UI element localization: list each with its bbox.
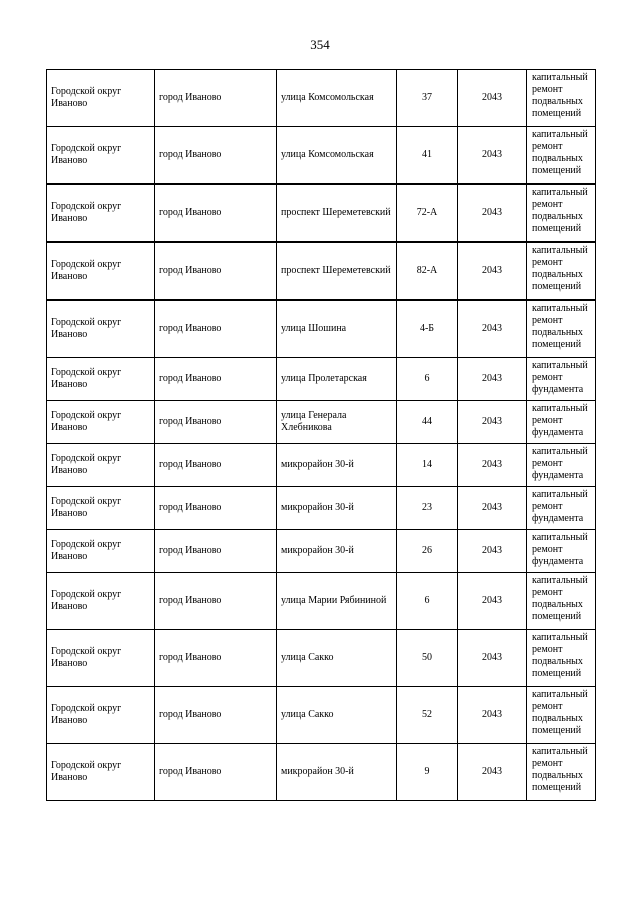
year-cell: 2043 [458,744,527,801]
municipality-cell: Городской округ Иваново [47,630,155,687]
work-type-cell: капитальный ремонт подвальных помещений [527,184,596,242]
house-number-cell: 23 [397,487,458,530]
street-cell: микрорайон 30-й [277,744,397,801]
year-cell: 2043 [458,573,527,630]
year-cell: 2043 [458,487,527,530]
work-type-cell: капитальный ремонт фундамента [527,444,596,487]
municipality-cell: Городской округ Иваново [47,530,155,573]
street-cell: улица Комсомольская [277,127,397,185]
table-row [47,127,596,185]
municipality-cell: Городской округ Иваново [47,70,155,127]
street-cell: микрорайон 30-й [277,444,397,487]
year-cell: 2043 [458,444,527,487]
table-row [47,630,596,687]
street-cell: улица Комсомольская [277,70,397,127]
year-cell: 2043 [458,300,527,358]
house-number-cell: 37 [397,70,458,127]
house-number-cell: 6 [397,573,458,630]
house-number-cell: 41 [397,127,458,185]
table-row [47,300,596,358]
settlement-cell: город Иваново [155,573,277,630]
municipality-cell: Городской округ Иваново [47,744,155,801]
house-number-cell: 4-Б [397,300,458,358]
house-number-cell: 26 [397,530,458,573]
work-type-cell: капитальный ремонт фундамента [527,401,596,444]
street-cell: проспект Шереметевский [277,242,397,300]
work-type-cell: капитальный ремонт подвальных помещений [527,687,596,744]
street-cell: улица Шошина [277,300,397,358]
settlement-cell: город Иваново [155,300,277,358]
work-type-cell: капитальный ремонт фундамента [527,530,596,573]
table-row [47,444,596,487]
settlement-cell: город Иваново [155,242,277,300]
table-row [47,242,596,300]
house-number-cell: 9 [397,744,458,801]
house-number-cell: 6 [397,358,458,401]
house-number-cell: 44 [397,401,458,444]
table-row [47,70,596,127]
house-number-cell: 14 [397,444,458,487]
settlement-cell: город Иваново [155,744,277,801]
street-cell: улица Генерала Хлебникова [277,401,397,444]
table-row [47,401,596,444]
municipality-cell: Городской округ Иваново [47,687,155,744]
street-cell: улица Марии Рябининой [277,573,397,630]
year-cell: 2043 [458,530,527,573]
settlement-cell: город Иваново [155,630,277,687]
municipality-cell: Городской округ Иваново [47,401,155,444]
year-cell: 2043 [458,687,527,744]
table-row [47,358,596,401]
municipality-cell: Городской округ Иваново [47,300,155,358]
table-row [47,530,596,573]
year-cell: 2043 [458,70,527,127]
municipality-cell: Городской округ Иваново [47,444,155,487]
street-cell: проспект Шереметевский [277,184,397,242]
street-cell: улица Сакко [277,687,397,744]
house-number-cell: 50 [397,630,458,687]
house-number-cell: 72-А [397,184,458,242]
settlement-cell: город Иваново [155,487,277,530]
year-cell: 2043 [458,184,527,242]
settlement-cell: город Иваново [155,358,277,401]
municipality-cell: Городской округ Иваново [47,573,155,630]
work-type-cell: капитальный ремонт подвальных помещений [527,242,596,300]
municipality-cell: Городской округ Иваново [47,242,155,300]
work-type-cell: капитальный ремонт подвальных помещений [527,630,596,687]
work-type-cell: капитальный ремонт фундамента [527,358,596,401]
settlement-cell: город Иваново [155,70,277,127]
year-cell: 2043 [458,358,527,401]
settlement-cell: город Иваново [155,184,277,242]
municipality-cell: Городской округ Иваново [47,184,155,242]
street-cell: улица Сакко [277,630,397,687]
year-cell: 2043 [458,242,527,300]
page-number: 354 [310,37,330,52]
municipality-cell: Городской округ Иваново [47,487,155,530]
table-row [47,744,596,801]
table-row [47,573,596,630]
repair-schedule-table [46,69,596,801]
house-number-cell: 52 [397,687,458,744]
municipality-cell: Городской округ Иваново [47,358,155,401]
year-cell: 2043 [458,401,527,444]
work-type-cell: капитальный ремонт подвальных помещений [527,300,596,358]
municipality-cell: Городской округ Иваново [47,127,155,185]
work-type-cell: капитальный ремонт фундамента [527,487,596,530]
work-type-cell: капитальный ремонт подвальных помещений [527,744,596,801]
year-cell: 2043 [458,127,527,185]
house-number-cell: 82-А [397,242,458,300]
settlement-cell: город Иваново [155,444,277,487]
work-type-cell: капитальный ремонт подвальных помещений [527,70,596,127]
street-cell: микрорайон 30-й [277,530,397,573]
settlement-cell: город Иваново [155,401,277,444]
table-row [47,687,596,744]
work-type-cell: капитальный ремонт подвальных помещений [527,573,596,630]
table-row [47,184,596,242]
settlement-cell: город Иваново [155,687,277,744]
year-cell: 2043 [458,630,527,687]
table-row [47,487,596,530]
street-cell: микрорайон 30-й [277,487,397,530]
settlement-cell: город Иваново [155,530,277,573]
settlement-cell: город Иваново [155,127,277,185]
work-type-cell: капитальный ремонт подвальных помещений [527,127,596,185]
street-cell: улица Пролетарская [277,358,397,401]
